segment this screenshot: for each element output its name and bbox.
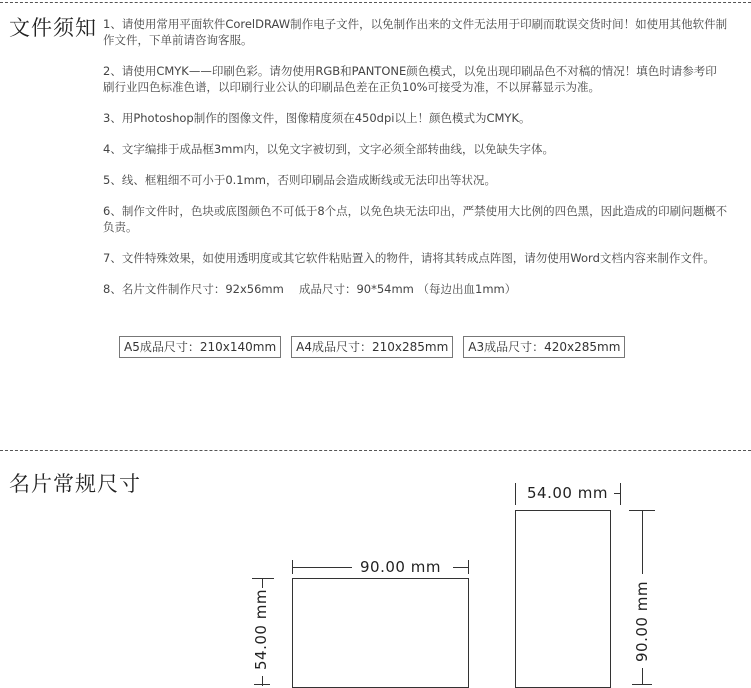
file-notes-title: 文件须知 <box>9 16 97 40</box>
size-box-a5: A5成品尺寸：210x140mm <box>119 336 281 358</box>
note-item-1: 1、请使用常用平面软件CorelDRAW制作电子文件，以免制作出来的文件无法用于印刷而耽误交货时间！如使用其他软件制作文件，下单前请咨询客服。 <box>103 17 728 47</box>
note-item-5: 5、线、框粗细不可小于0.1mm，否则印刷品会造成断线或无法印出等状况。 <box>103 173 497 187</box>
top-divider <box>0 2 751 3</box>
landscape-height-tick-top <box>252 578 274 579</box>
landscape-height-line-top <box>262 578 263 588</box>
landscape-height-label: 54.00 mm <box>252 589 270 670</box>
note-item-8: 8、名片文件制作尺寸：92x56mm 成品尺寸：90*54mm （每边出血1mm） <box>103 282 517 296</box>
size-box-a4: A4成品尺寸：210x285mm <box>291 336 453 358</box>
landscape-width-label: 90.00 mm <box>360 558 441 576</box>
portrait-height-label: 90.00 mm <box>633 581 651 662</box>
note-item-2: 2、请使用CMYK——印刷色彩。请勿使用RGB和PANTONE颜色模式，以免出现印刷品色不对稿的情况！填色时请参考印刷行业四色标准色谱，以印刷行业公认的印刷品色差在正负10%可接受为准，不以屏幕显示为准。 <box>103 64 717 94</box>
portrait-height-line-bottom <box>642 668 643 685</box>
portrait-height-line-top <box>642 510 643 574</box>
landscape-width-line-left <box>292 567 352 568</box>
paper-size-boxes <box>119 336 625 358</box>
note-item-4: 4、文字编排于成品框3mm内，以免文字被切到，文字必须全部转曲线，以免缺失字体。 <box>103 142 555 156</box>
note-item-3: 3、用Photoshop制作的图像文件，图像精度须在450dpi以上！颜色模式为CMYK。 <box>103 111 531 125</box>
note-item-7: 7、文件特殊效果，如使用透明度或其它软件粘贴置入的物件，请将其转成点阵图，请勿使用Word文档内容来制作文件。 <box>103 251 715 265</box>
note-item-6: 6、制作文件时，色块或底图颜色不可低于8个点，以免色块无法印出，严禁使用大比例的四色黑，因此造成的印刷问题概不负责。 <box>103 204 728 234</box>
landscape-width-line-right <box>453 567 468 568</box>
card-sizes-title: 名片常规尺寸 <box>9 472 141 496</box>
size-box-a3: A3成品尺寸：420x285mm <box>463 336 625 358</box>
portrait-card <box>515 510 611 688</box>
portrait-width-tick-right <box>620 483 621 505</box>
portrait-width-label: 54.00 mm <box>527 484 608 502</box>
portrait-width-line-right <box>614 493 620 494</box>
landscape-width-tick-right <box>468 560 469 574</box>
landscape-card <box>292 578 469 688</box>
file-notes-list <box>103 16 728 312</box>
middle-divider <box>0 450 751 451</box>
portrait-width-tick-left <box>515 483 516 505</box>
